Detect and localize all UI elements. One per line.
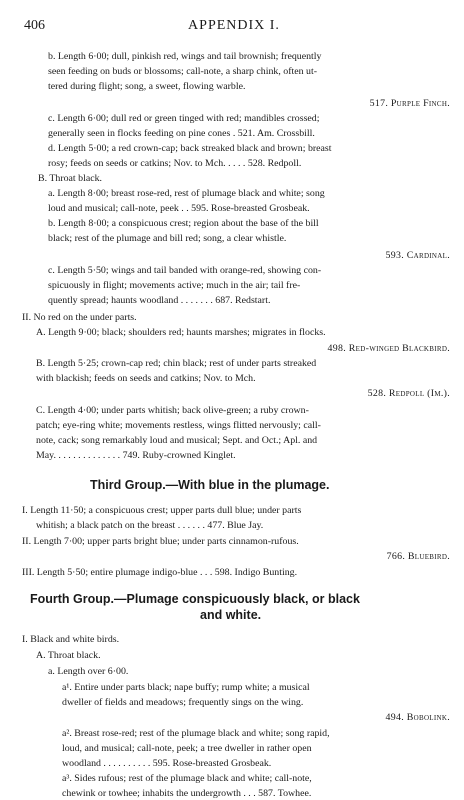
text-line: A. Length 9·00; black; shoulders red; haunts marshes; migrates in flocks. [36,327,326,338]
text-line: C. Length 4·00; under parts whitish; back olive-green; a ruby crown- [36,405,309,416]
section-heading: B. Throat black. [38,173,102,184]
group-heading: Fourth Group.—Plumage conspicuously black, or black [30,592,360,606]
text-line: d. Length 5·00; a red crown-cap; back streaked black and brown; breast [48,143,332,154]
text-line: a. Length 8·00; breast rose-red, rest of plumage black and white; song [48,188,325,199]
section-heading: A. Throat black. [36,650,101,661]
page-number: 406 [24,18,45,33]
text-line: with blackish; feeds on seeds and catkins; Nov. to Mch. [36,373,256,384]
text-line: May. . . . . . . . . . . . . . 749. Ruby-crowned Kinglet. [36,450,236,461]
group-heading: Third Group.—With blue in the plumage. [90,478,330,492]
text-line: patch; eye-ring white; movements restless, wings flitted nervously; call- [36,420,321,431]
section-heading: II. No red on the under parts. [22,312,137,323]
text-line: a¹. Entire under parts black; nape buffy; rump white; a musical [62,682,310,693]
text-line: note, cack; song remarkably loud and musical; Sept. and Oct.; Apl. and [36,435,318,446]
text-line: b. Length 6·00; dull, pinkish red, wings and tail brownish; frequently [48,51,322,62]
text-line: loud and musical; call-note, peek . . 595. Rose-breasted Grosbeak. [48,203,310,214]
text-line: a³. Sides rufous; rest of the plumage black and white; call-note, [62,773,312,784]
text-line: tered during flight; song, a sweet, flowing warble. [48,81,246,92]
text-line: dweller of fields and meadows; frequently sings on the wing. [62,697,304,708]
text-line: I. Length 11·50; a conspicuous crest; upper parts dull blue; under parts [22,505,302,516]
text-line: seen feeding on buds or blossoms; call-note, a sharp chink, often ut- [48,66,318,77]
text-line: rosy; feeds on seeds or catkins; Nov. to Mch. . . . . 528. Redpoll. [48,158,302,169]
text-line: c. Length 5·50; wings and tail banded with orange-red, showing con- [48,265,322,276]
text-line: quently spread; haunts woodland . . . . . . . 687. Redstart. [48,295,271,306]
text-line: c. Length 6·00; dull red or green tinged with red; mandibles crossed; [48,113,320,124]
text-line: whitish; a black patch on the breast . . . . . . 477. Blue Jay. [36,520,264,531]
text-line: chewink or towhee; inhabits the undergrowth . . . 587. Towhee. [62,788,312,799]
running-title: APPENDIX I. [188,18,280,33]
section-heading: a. Length over 6·00. [48,666,129,677]
text-line: a². Breast rose-red; rest of the plumage black and white; song rapid, [62,728,330,739]
text-line: spicuously in flight; movements active; much in the air; tail fre- [48,280,301,291]
group-heading: and white. [200,608,262,622]
text-line: b. Length 8·00; a conspicuous crest; region about the base of the bill [48,218,319,229]
text-line: woodland . . . . . . . . . . 595. Rose-breasted Grosbeak. [62,758,272,769]
section-heading: I. Black and white birds. [22,634,120,645]
text-line: generally seen in flocks feeding on pine cones . 521. Am. Crossbill. [48,128,315,139]
species-label: 498. Red-winged Blackbird. [327,343,450,354]
species-label: 494. Bobolink. [385,712,450,723]
species-label: 517. Purple Finch. [369,98,450,109]
text-line: III. Length 5·50; entire plumage indigo-blue . . . 598. Indigo Bunting. [22,567,298,578]
text-line: loud, and musical; call-note, peek; a tree dweller in rather open [62,743,312,754]
text-line: II. Length 7·00; upper parts bright blue; under parts cinnamon-rufous. [22,536,299,547]
text-line: B. Length 5·25; crown-cap red; chin black; rest of under parts streaked [36,358,317,369]
species-label: 766. Bluebird. [386,551,450,562]
text-line: black; rest of the plumage and bill red; song, a clear whistle. [48,233,287,244]
species-label: 528. Redpoll (Im.). [367,388,450,399]
species-label: 593. Cardinal. [385,250,450,261]
running-header [24,18,444,34]
